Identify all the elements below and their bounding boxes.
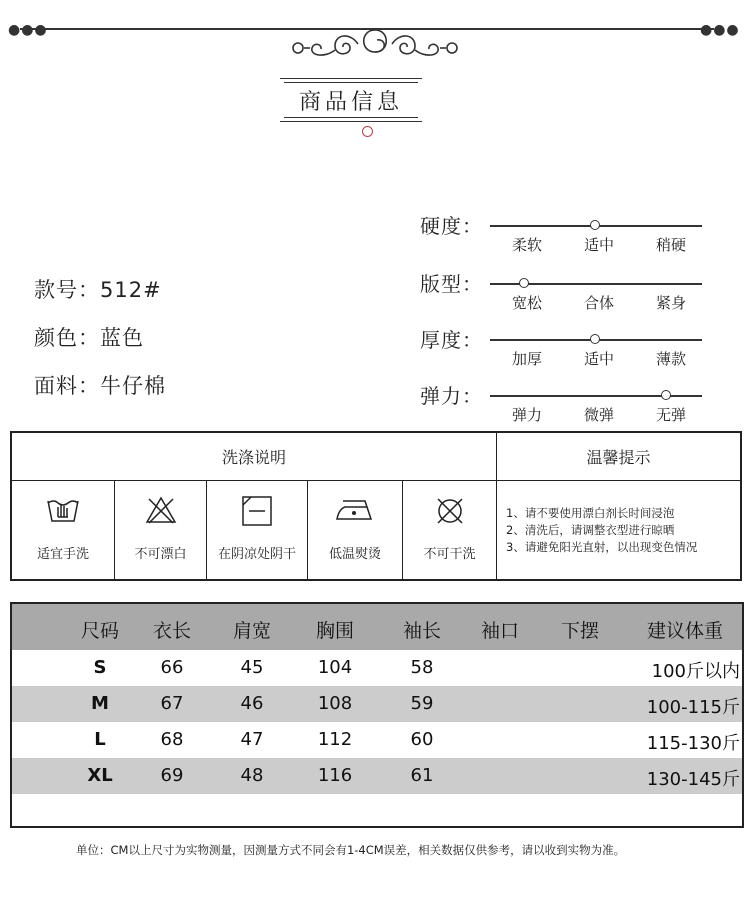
table-row xyxy=(12,722,742,758)
size-table xyxy=(10,602,744,828)
wash-item-label: 不可干洗 xyxy=(423,547,476,562)
tip-item: 1、请不要使用漂白剂长时间浸泡 xyxy=(506,506,675,520)
size-value: 69 xyxy=(160,765,184,786)
attribute-slider-knob xyxy=(661,390,671,400)
page-title: 商品信息 xyxy=(284,82,418,118)
size-value: 100-115斤 xyxy=(646,697,740,718)
size-label: L xyxy=(94,729,106,750)
wash-item-shade-dry xyxy=(207,481,307,581)
size-label: S xyxy=(93,657,107,678)
size-value: 115-130斤 xyxy=(646,733,740,754)
no-dry-clean-icon xyxy=(434,495,466,527)
product-model: 款号：512# xyxy=(34,278,162,302)
low-iron-icon xyxy=(335,495,375,523)
wash-item-low-iron xyxy=(308,481,402,581)
attribute-option: 薄款 xyxy=(655,350,686,368)
no-bleach-icon xyxy=(145,495,177,525)
wash-header: 洗涤说明 xyxy=(221,448,286,467)
size-label: XL xyxy=(87,765,113,786)
product-color: 颜色：蓝色 xyxy=(34,326,144,350)
table-row xyxy=(12,686,742,722)
size-table-header-cell: 建议体重 xyxy=(646,620,723,642)
dots-left: ●●● xyxy=(8,22,48,38)
size-value: 112 xyxy=(317,729,353,750)
attribute-slider-knob xyxy=(590,220,600,230)
tips-list xyxy=(506,505,746,556)
attribute-label: 版型： xyxy=(420,272,483,296)
size-table-header-cell: 尺码 xyxy=(80,620,119,642)
attribute-option: 紧身 xyxy=(655,294,686,312)
size-value: 116 xyxy=(317,765,353,786)
size-value: 59 xyxy=(410,693,434,714)
size-value: 46 xyxy=(240,693,264,714)
wash-care-table xyxy=(10,431,742,581)
attribute-option: 适中 xyxy=(583,236,614,254)
size-value: 61 xyxy=(410,765,434,786)
wash-item-label: 在阴凉处阴干 xyxy=(217,547,296,562)
size-table-header-cell: 衣长 xyxy=(152,620,191,642)
size-value: 68 xyxy=(160,729,184,750)
table-row xyxy=(12,758,742,794)
size-table-header-cell: 下摆 xyxy=(560,620,599,642)
size-value: 48 xyxy=(240,765,264,786)
title-circle-icon xyxy=(362,126,373,137)
attribute-option: 适中 xyxy=(583,350,614,368)
product-fabric: 面料：牛仔棉 xyxy=(34,374,166,398)
attribute-label: 弹力： xyxy=(420,384,483,408)
dots-right: ●●● xyxy=(700,22,740,38)
attribute-option: 宽松 xyxy=(511,294,542,312)
wash-item-hand-wash xyxy=(12,481,114,581)
tips-header: 温馨提示 xyxy=(586,448,651,467)
scroll-ornament-icon xyxy=(280,22,470,72)
footnote: 单位：CM以上尺寸为实物测量，因测量方式不同会有1-4CM误差，相关数据仅供参考，请以收到实物为准。 xyxy=(76,843,626,857)
size-label: M xyxy=(91,693,109,714)
size-value: 67 xyxy=(160,693,184,714)
size-value: 47 xyxy=(240,729,264,750)
size-table-header xyxy=(12,604,742,650)
size-value: 45 xyxy=(240,657,264,678)
wash-item-no-bleach xyxy=(115,481,206,581)
size-value: 60 xyxy=(410,729,434,750)
attribute-option: 柔软 xyxy=(511,236,542,254)
attribute-option: 微弹 xyxy=(583,406,614,424)
wash-item-label: 适宜手洗 xyxy=(36,547,89,562)
attribute-option: 合体 xyxy=(583,294,614,312)
size-table-header-cell: 胸围 xyxy=(315,620,354,642)
attribute-option: 加厚 xyxy=(511,350,542,368)
attribute-option: 稍硬 xyxy=(655,236,686,254)
attribute-option: 弹力 xyxy=(511,406,542,424)
attribute-label: 硬度： xyxy=(420,214,483,238)
shade-dry-icon xyxy=(241,495,273,527)
attribute-option: 无弹 xyxy=(655,406,686,424)
size-value: 66 xyxy=(160,657,184,678)
size-table-header-cell: 袖口 xyxy=(480,620,519,642)
size-value: 58 xyxy=(410,657,434,678)
attribute-label: 厚度： xyxy=(420,328,483,352)
size-table-header-cell: 肩宽 xyxy=(232,620,271,642)
tip-item: 3、请避免阳光直射，以出现变色情况 xyxy=(506,540,698,554)
table-row xyxy=(12,650,742,686)
wash-item-label: 低温熨烫 xyxy=(328,547,381,562)
wash-item-label: 不可漂白 xyxy=(134,547,187,562)
attribute-slider-knob xyxy=(590,334,600,344)
size-table-header-cell: 袖长 xyxy=(402,620,441,642)
wash-item-no-dry-clean xyxy=(403,481,496,581)
attribute-slider-knob xyxy=(519,278,529,288)
size-value: 108 xyxy=(317,693,353,714)
size-value: 100斤以内 xyxy=(651,661,740,682)
size-value: 130-145斤 xyxy=(646,769,740,790)
size-value: 104 xyxy=(317,657,353,678)
tip-item: 2、清洗后，请调整衣型进行晾晒 xyxy=(506,523,675,537)
hand-wash-icon xyxy=(46,495,80,525)
